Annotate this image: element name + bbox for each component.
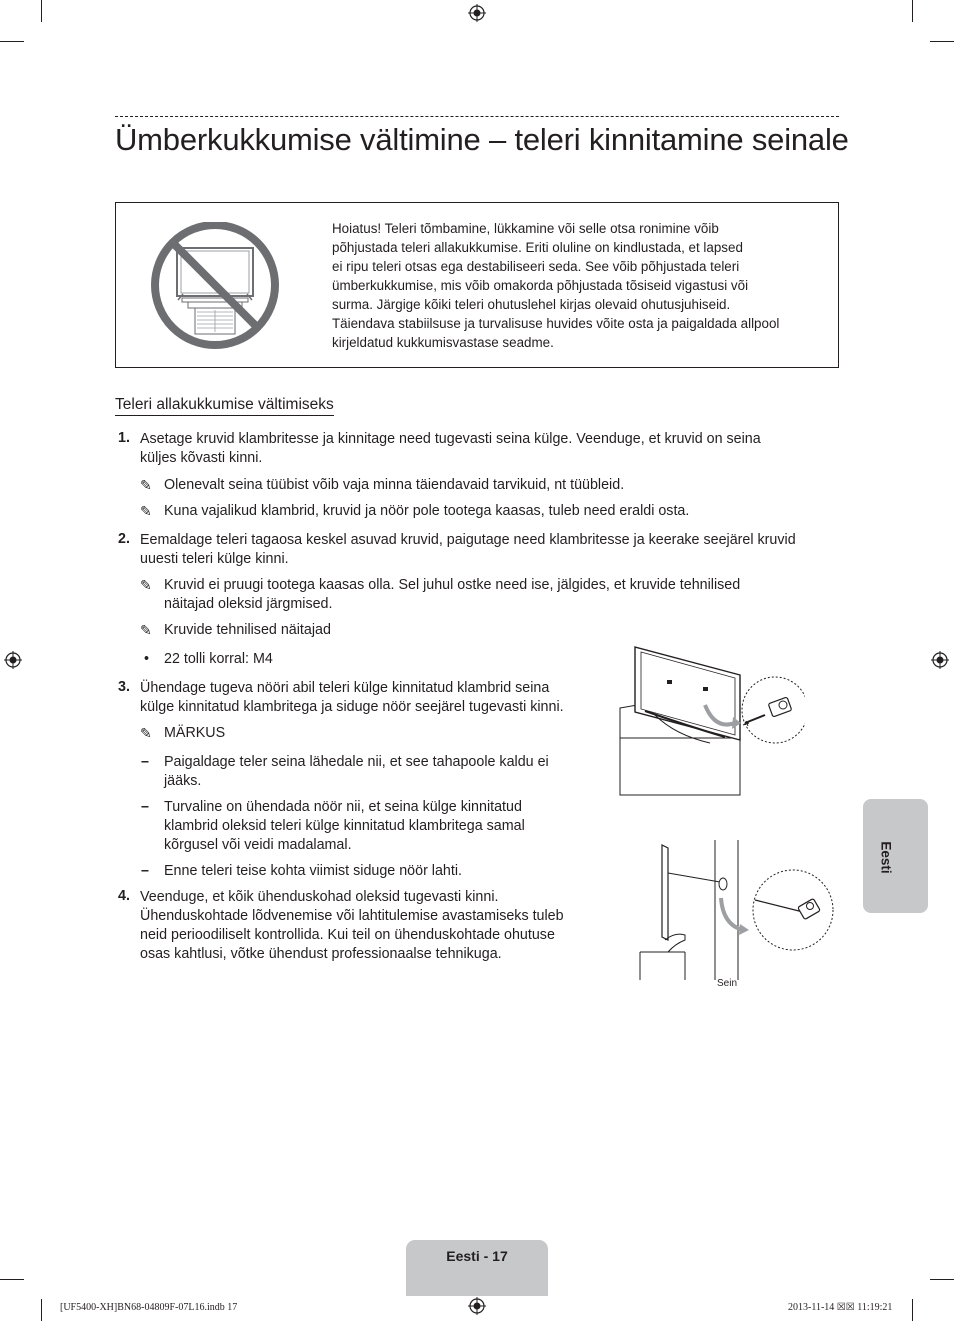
step-number: 1. xyxy=(118,430,130,446)
language-side-tab xyxy=(863,799,928,913)
dash-line: klambrid oleksid teleri külge kinnitatud klambritega samal xyxy=(164,818,525,834)
step-number: 4. xyxy=(118,888,130,904)
note-line: näitajad oleksid järgmised. xyxy=(164,596,333,612)
step-line: Veenduge, et kõik ühenduskohad oleksid tugevasti kinni. xyxy=(140,889,499,905)
note-text xyxy=(164,576,844,614)
note-text: Kuna vajalikud klambrid, kruvid ja nöör pole tootega kaasas, tuleb need eraldi osta. xyxy=(164,503,690,519)
section-heading: Teleri allakukkumise vältimiseks xyxy=(115,396,334,416)
warning-line: ümberkukkumise, mis võib omakorda põhjustada tõsiseid vigastusi või xyxy=(332,278,749,293)
pencil-note-icon: ✎ xyxy=(140,477,152,493)
warning-line: Hoiatus! Teleri tõmbamine, lükkamine või selle otsa ronimine võib xyxy=(332,221,719,236)
dash-line: Turvaline on ühendada nöör nii, et seina külge kinnitatud xyxy=(164,799,522,815)
dash-text xyxy=(164,753,594,791)
bullet-text: 22 tolli korral: M4 xyxy=(164,651,273,667)
note-line: Kruvid ei pruugi tootega kaasas olla. Sel juhul ostke need ise, jälgides, et kruvide tehnilised xyxy=(164,577,741,593)
crop-mark xyxy=(912,1299,913,1321)
step-line: Ühenduskohtade lõdvenemise või lahtitulemise avastamiseks tuleb xyxy=(140,908,564,924)
pencil-note-icon: ✎ xyxy=(140,622,152,638)
imprint-date: 2013-11-14 ☒☒ 11:19:21 xyxy=(788,1302,893,1313)
dash-line: jääks. xyxy=(164,773,202,789)
step-line: osas kahtlusi, võtke ühendust professionaalse tehnikuga. xyxy=(140,946,502,962)
step-text xyxy=(140,430,840,468)
crosshair-registration-icon xyxy=(468,1297,486,1315)
step-number: 3. xyxy=(118,679,130,695)
step-number: 2. xyxy=(118,531,130,547)
step-line: küljes kõvasti kinni. xyxy=(140,450,263,466)
crop-mark xyxy=(912,0,913,22)
step-line: neid perioodiliselt kontrollida. Kui teil on ühenduskohtade ohutuse xyxy=(140,927,555,943)
step-text xyxy=(140,679,600,717)
wall-side-view-illustration xyxy=(635,840,835,985)
crop-mark xyxy=(0,1279,24,1280)
tv-bracket-illustration xyxy=(615,645,805,797)
crosshair-registration-icon xyxy=(931,651,949,669)
crop-mark xyxy=(41,1299,42,1321)
crop-mark xyxy=(930,1279,954,1280)
warning-line: surma. Järgige kõiki teleri ohutuslehel kirjas olevaid ohutusjuhiseid. xyxy=(332,297,731,312)
page-number: Eesti - 17 xyxy=(446,1248,508,1264)
step-line: uuesti teleri külge kinni. xyxy=(140,551,289,567)
dash-text: Enne teleri teise kohta viimist siduge nöör lahti. xyxy=(164,863,463,879)
note-text: Kruvide tehnilised näitajad xyxy=(164,622,331,638)
bullet-icon: • xyxy=(144,651,150,667)
pencil-note-icon: ✎ xyxy=(140,725,152,741)
dash-line: kõrgusel või veidi madalamal. xyxy=(164,837,352,853)
crosshair-registration-icon xyxy=(4,651,22,669)
crop-mark xyxy=(0,41,24,42)
dash-icon: – xyxy=(141,799,149,815)
warning-line: Täiendava stabiilsuse ja turvalisuse huvides võite osta ja paigaldada allpool xyxy=(332,316,780,331)
dash-line: Paigaldage teler seina lähedale nii, et see tahapoole kaldu ei xyxy=(164,754,549,770)
step-text xyxy=(140,888,600,964)
warning-line: kirjeldatud kukkumisvastase seadme. xyxy=(332,335,554,350)
step-line: külge kinnitatud klambritega ja siduge nöör seejärel tugevasti kinni. xyxy=(140,699,564,715)
crop-mark xyxy=(930,41,954,42)
title-rule xyxy=(115,116,839,117)
imprint-file: [UF5400-XH]BN68-04809F-07L16.indb 17 xyxy=(60,1302,238,1313)
crosshair-registration-icon xyxy=(468,4,486,22)
page-title: Ümberkukkumise vältimine – teleri kinnitamine seinale xyxy=(115,122,849,157)
language-side-tab-label: Eesti xyxy=(878,841,894,874)
no-tv-tipping-icon xyxy=(150,222,280,350)
dash-icon: – xyxy=(141,754,149,770)
warning-line: ei ripu teleri otsas ega destabiliseeri seda. See võib põhjustada teleri xyxy=(332,259,740,274)
wall-label: Sein xyxy=(717,978,738,989)
step-line: Asetage kruvid klambritesse ja kinnitage need tugevasti seina külge. Veenduge, et kruvid on seina xyxy=(140,431,761,447)
note-text: Olenevalt seina tüübist võib vaja minna täiendavaid tarvikuid, nt tüübleid. xyxy=(164,477,625,493)
pencil-note-icon: ✎ xyxy=(140,577,152,593)
step-text xyxy=(140,531,840,569)
warning-text xyxy=(332,219,832,352)
pencil-note-icon: ✎ xyxy=(140,503,152,519)
note-label: MÄRKUS xyxy=(164,725,226,741)
step-line: Eemaldage teleri tagaosa keskel asuvad kruvid, paigutage need klambritesse ja keerake seejärel kruvid xyxy=(140,532,796,548)
step-line: Ühendage tugeva nööri abil teleri külge kinnitatud klambrid seina xyxy=(140,680,550,696)
dash-icon: – xyxy=(141,863,149,879)
dash-text xyxy=(164,798,594,855)
warning-line: põhjustada teleri allakukkumise. Eriti oluline on kindlustada, et lapsed xyxy=(332,240,743,255)
crop-mark xyxy=(41,0,42,22)
